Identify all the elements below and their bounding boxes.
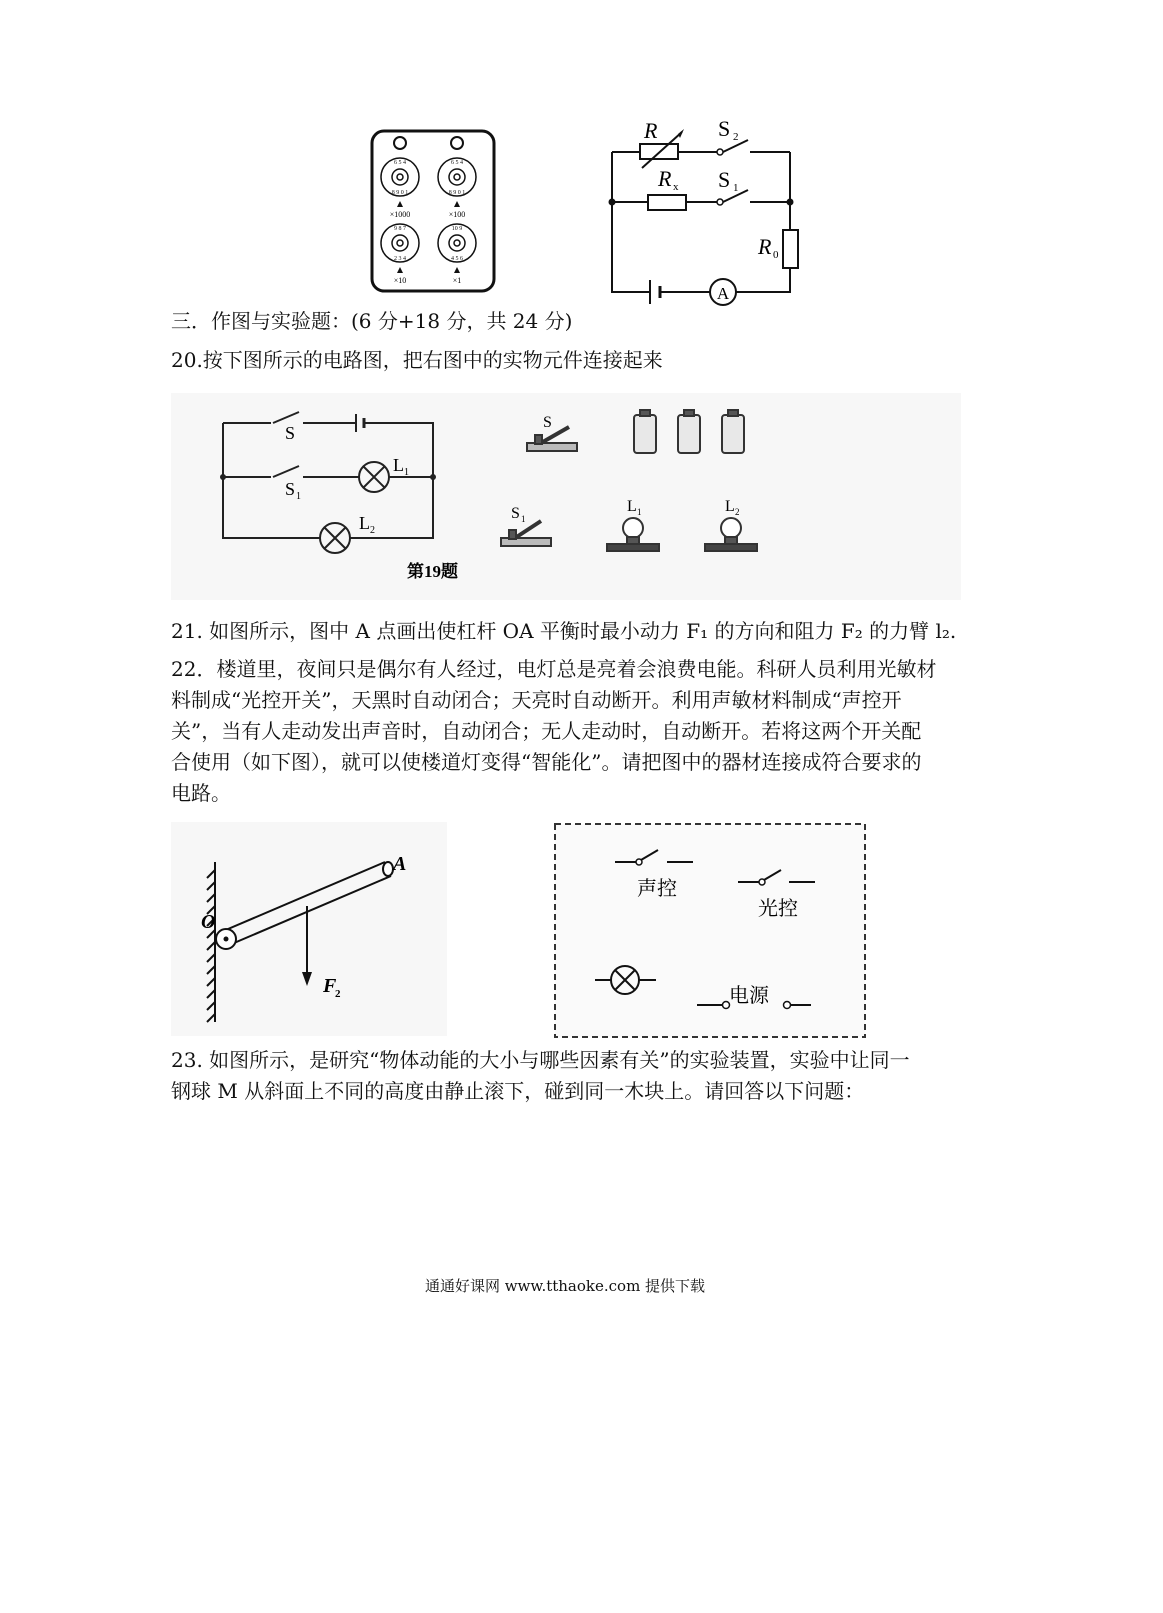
label-S1: S [718,167,731,192]
fig-label-L2-sub: 2 [370,525,375,536]
label-R: R [644,118,658,143]
ammeter-label: A [716,284,730,303]
box-label-100: ×100 [448,210,466,219]
label-Rx: R [658,166,672,191]
svg-text:2 3 4: 2 3 4 [394,256,406,262]
resistance-box-figure [368,127,498,295]
svg-text:10 9: 10 9 [451,226,463,232]
svg-text:8 9 0 1: 8 9 0 1 [391,190,409,196]
q23-text [171,1045,996,1107]
q21-text: 21. 如图所示，图中 A 点画出使杠杆 OA 平衡时最小动力 F₁ 的方向和阻力 F₂ 的力臂 l₂. [171,619,957,643]
q22-line-4: 合使用（如下图），就可以使楼道灯变得“智能化”。请把图中的器材连接成符合要求的 [171,750,922,774]
label-S1-sub: 1 [733,182,739,194]
label-S2-sub: 2 [733,131,739,143]
knife-switch-S-icon [527,427,577,451]
svg-text:4 5 6: 4 5 6 [451,256,463,262]
svg-text:9 8 7: 9 8 7 [394,226,406,232]
q22-line-2: 料制成“光控开关”，天黑时自动闭合；天亮时自动断开。利用声敏材料制成“声控开 [171,688,902,712]
label-R0-sub: 0 [773,249,779,261]
page-footer: 通通好课网 www.tthaoke.com 提供下载 [424,1277,706,1295]
q23-line-1: 23. 如图所示，是研究“物体动能的大小与哪些因素有关”的实验装置，实验中让同一 [171,1048,910,1072]
component-label-L1: L [627,498,637,515]
fig-label-L2: L [359,513,370,533]
bulb-L2-icon [705,518,757,551]
component-label-L2-sub: 2 [735,507,740,517]
fig-label-S: S [285,423,296,443]
q20-text: 20.按下图所示的电路图，把右图中的实物元件连接起来 [171,348,663,372]
component-label-L2: L [725,498,735,515]
svg-text:6 5 4: 6 5 4 [451,160,463,166]
label-S2: S [718,116,731,141]
switch-box-figure [553,822,867,1039]
section-heading: 三．作图与实验题：(6 分+18 分，共 24 分) [171,309,573,333]
svg-text:8 9 0 1: 8 9 0 1 [448,190,466,196]
light-switch-label: 光控 [758,898,798,920]
component-label-L1-sub: 1 [637,507,642,517]
lever-label-A: A [393,853,407,875]
fig-label-S1-sub: 1 [296,491,301,502]
box-label-1000: ×1000 [389,210,411,219]
q22-line-1: 22．楼道里，夜间只是偶尔有人经过，电灯总是亮着会浪费电能。科研人员利用光敏材 [171,657,937,681]
battery-icon [634,410,744,453]
label-Rx-sub: x [673,181,679,193]
label-R0: R [758,234,772,259]
svg-text:6 5 4: 6 5 4 [394,160,406,166]
q23-line-2: 钢球 M 从斜面上不同的高度由静止滚下，碰到同一木块上。请回答以下问题： [171,1079,865,1103]
q22-line-3: 关”，当有人走动发出声音时，自动闭合；无人走动时，自动断开。若将这两个开关配 [171,719,922,743]
fig-caption: 第19题 [407,562,458,581]
q20-figure [171,393,961,600]
component-label-S1: S [511,505,520,522]
box-label-1: ×1 [452,276,462,285]
lever-label-O: O [201,911,216,933]
fig-label-L1-sub: 1 [404,467,409,478]
component-label-S: S [543,414,552,431]
voice-switch-label: 声控 [637,878,677,900]
lever-label-F2: F [323,975,337,997]
box-label-10: ×10 [393,276,407,285]
measurement-circuit-figure [600,112,810,308]
q22-line-5: 电路。 [171,781,231,805]
component-label-S1-sub: 1 [521,514,526,524]
bulb-L1-icon [607,518,659,551]
knife-switch-S1-icon [501,521,551,546]
lever-figure [171,822,447,1036]
q22-text [171,654,996,809]
lever-label-F2-sub: 2 [335,988,341,1000]
fig-label-S1: S [285,479,296,499]
fig-label-L1: L [393,455,404,475]
power-source-label: 电源 [729,985,769,1007]
